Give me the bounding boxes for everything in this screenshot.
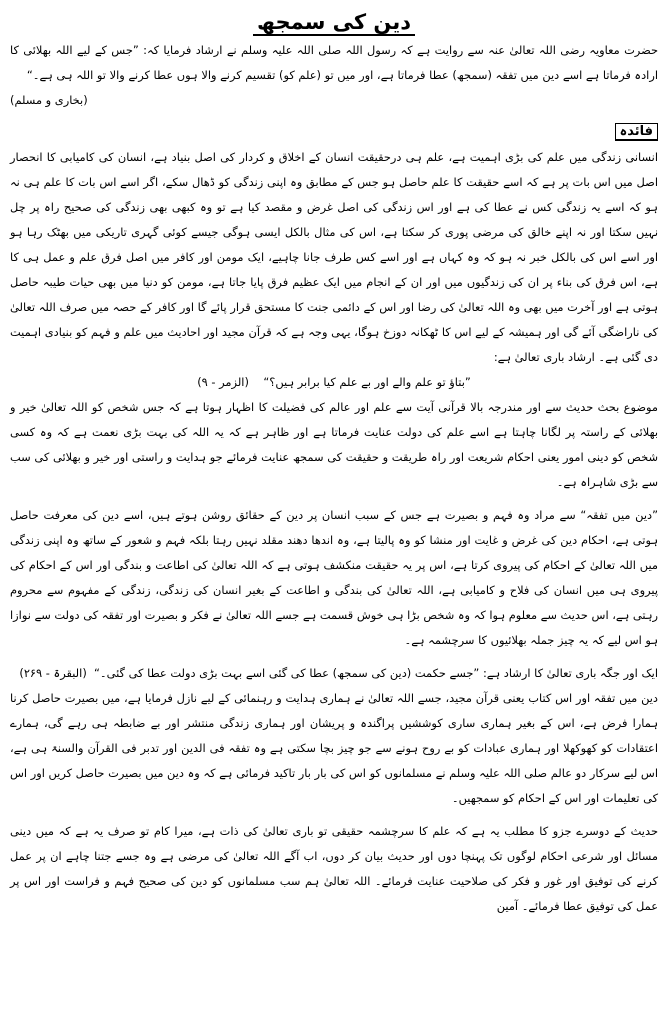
hadith-reference: (بخاری و مسلم) xyxy=(10,93,88,107)
paragraph-tafaqquh: ”دین میں تفقہ“ سے مراد وہ فہم و بصیرت ہے جس کے سبب انسان پر دین کے حقائق روشن ہوتے ہیں، اسے دین کی معرفت حاصل ہوتی ہے، احکام دین کی غرض و غایت اور منشا کو وہ پالیتا ہے، وہ اندھا دھند مقلد نہیں رہتا بلکہ فہم و شعور کے ساتھ وہ اپنی زندگی میں اللہ تعالیٰ کے احکام کی پیروی کرتا ہے، اس پر یہ حقیقت منکشف ہوتی ہے کہ اللہ تعالیٰ کی اطاعت و بندگی اور اس کے احکام کی پیروی ہی میں انسان کی فلاح و کامیابی ہے، اللہ تعالیٰ کی بندگی و اطاعت کے بغیر انسان کی زندگی، زندگی کے مفہوم سے محروم رہتی ہے، اس حدیث سے معلوم ہوا کہ وہ شخص بڑا ہی خوش قسمت ہے جسے اللہ تعالیٰ نے فکر و بصیرت اور تفقہ کی دولت سے نوازا ہو اس لیے کہ یہ چیز جملہ بھلائیوں کا سرچشمہ ہے۔ xyxy=(10,508,658,647)
paragraph-explanation: موضوع بحث حدیث سے اور مندرجہ بالا قرآنی آیت سے علم اور عالم کی فضیلت کا اظہار ہوتا ہے کہ جس شخص کو اللہ تعالیٰ خیر و بھلائی کے راستہ پر لگانا چاہتا ہے اسے علم کی دولت عنایت فرماتا ہے اور ظاہر ہے کہ یہ اللہ کی بہت بڑی نعمت ہے کہ وہ کسی شخص کو دینی امور یعنی احکام شریعت اور راہ طریقت و حقیقت کی سمجھ عنایت فرمائے جو ہدایت و راستی اور خیر و بھلائی کی سب سے بڑی شاہراہ ہے۔ xyxy=(10,400,658,489)
verse-baqarah xyxy=(10,661,658,686)
section-heading-text: فائدہ xyxy=(615,123,658,141)
paragraph-conclusion: حدیث کے دوسرے جزو کا مطلب یہ ہے کہ علم کا سرچشمہ حقیقی تو باری تعالیٰ کی ذات ہے، میرا کام تو صرف یہ ہے کہ میں دینی مسائل اور شرعی احکام لوگوں تک پہنچا دوں اور حدیث بیان کر دوں، اب آگے اللہ تعالیٰ کی مرضی ہے وہ جسے جتنا چاہے ان پر عمل کرنے کی توفیق اور غور و فکر کی صلاحیت عنایت فرمائے۔ اللہ تعالیٰ ہم سب مسلمانوں کو دین کی صحیح فہم و فراست اور اس پر عمل کی توفیق عطا فرمائے۔ آمین xyxy=(10,824,658,913)
verse-baqarah-reference: (البقرۃ - ۲۶۹) xyxy=(19,666,87,680)
hadith-text: حضرت معاویہ رضی اللہ تعالیٰ عنہ سے روایت ہے کہ رسول اللہ صلی اللہ علیہ وسلم نے ارشاد فرمایا کہ: ”جس کے لیے اللہ بھلائی کا ارادہ فرماتا ہے اسے دین میں تفقہ (سمجھ) عطا فرماتا ہے، اور میں تو (علم کو) تقسیم کرنے والا ہوں عطا کرنے والا تو اللہ ہی ہے۔“ xyxy=(10,43,658,82)
verse-zumar-text: ”بتاؤ تو علم والے اور بے علم کیا برابر ہیں؟“ xyxy=(263,375,471,389)
spacer xyxy=(10,811,658,819)
spacer xyxy=(10,495,658,503)
title-text: دین کی سمجھ xyxy=(253,10,415,36)
verse-zumar-reference: (الزمر - ۹) xyxy=(197,375,249,389)
verse-zumar xyxy=(10,370,658,395)
section-heading xyxy=(10,119,658,145)
spacer xyxy=(10,653,658,661)
paragraph-duty: دین میں تفقہ اور اس کتاب یعنی قرآن مجید، جسے اللہ تعالیٰ نے ہماری ہدایت و رہنمائی کے لیے نازل فرمایا ہے، میں بصیرت حاصل کرنا ہمارا فرض ہے، اس کے بغیر ہماری ساری کوششیں پراگندہ و پریشان اور ہماری زندگی منتشر اور بے ضابطہ ہی رہے گی، ہمارے اعتقادات کو کھوکھلا اور ہماری عبادات کو بے روح ہونے سے جو چیز بچا سکتی ہے وہ تفقہ فی الدین اور تدبر فی القرآن والسنۃ ہی ہے، اس لیے سرکار دو عالم صلی اللہ علیہ وسلم نے مسلمانوں کو اس کی بار بار تاکید فرمائی ہے کہ وہ دین میں بصیرت حاصل کریں اور اس کی تعلیمات اور اس کے احکام کو سمجھیں۔ xyxy=(10,691,658,805)
paragraph-intro: انسانی زندگی میں علم کی بڑی اہمیت ہے، علم ہی درحقیقت انسان کے اخلاق و کردار کی اصل بنیاد ہے، انسان کی کامیابی کا انحصار اصل میں اس بات پر ہے کہ اسے حقیقت کا علم حاصل ہو جس کے مطابق وہ اپنی زندگی کو ڈھال سکے، اگر اسے اس بات کا علم ہی نہ ہو کہ اسے یہ زندگی کس نے عطا کی ہے اور اس زندگی کی اصل غرض و مقصد کیا ہے تو وہ کبھی بھی زندگی کی صحیح راہ پر چل نہیں سکتا اور نہ اپنے خالق کی مرضی پوری کر سکتا ہے، اس کی مثال بالکل ایسی ہوگی جیسے کوئی گہری تاریکی میں بھٹک رہا ہو اور اسے اس کی بالکل خبر نہ ہو کہ وہ کہاں ہے اور اسے کس طرف جانا چاہیے، ایک مومن اور کافر میں اصل فرق علم و عمل ہی کا ہے، اس فرق کی بناء پر ان کی زندگیوں میں اور ان کے انجام میں ایک عظیم فرق پایا جاتا ہے، مومن کو دنیا میں بھی حیات طیبہ حاصل ہوتی ہے اور آخرت میں بھی وہ اللہ تعالیٰ کی رضا اور اس کے دائمی جنت کا مستحق قرار پائے گا اور کافر کے حصہ میں صرف اللہ تعالیٰ کی ناراضگی آئے گی اور ہمیشہ کے لیے اس کا ٹھکانہ دوزخ ہوگا، یہی وجہ ہے کہ قرآن مجید اور احادیث میں علم و فہم کو بنیادی اہمیت دی گئی ہے۔ ارشاد باری تعالیٰ ہے: xyxy=(10,150,658,364)
page-title xyxy=(10,6,658,38)
verse-baqarah-text: ایک اور جگہ باری تعالیٰ کا ارشاد ہے: ”جسے حکمت (دین کی سمجھ) عطا کی گئی اسے بہت بڑی دولت عطا کی گئی۔“ xyxy=(94,666,658,680)
